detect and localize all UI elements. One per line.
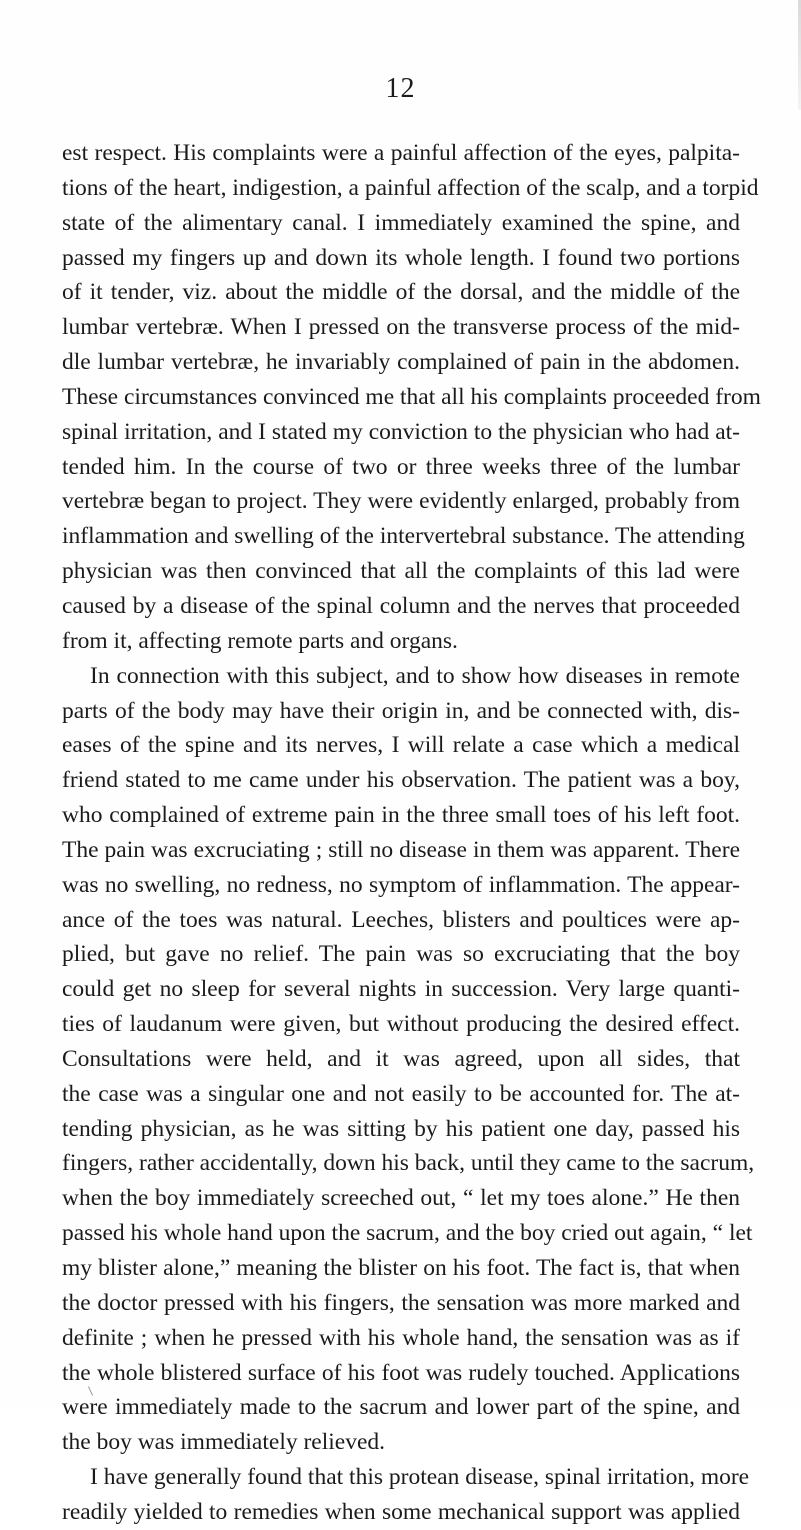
text-line: readily yielded to remedies when some mechanical support was applied [62, 1498, 740, 1525]
text-line: the doctor pressed with his fingers, the sensation was more marked and [62, 1289, 740, 1316]
text-line: These circumstances convinced me that all his complaints proceeded from [62, 383, 761, 410]
text-line: when the boy immediately screeched out, “ let my toes alone.” He then [62, 1185, 740, 1212]
text-line: spinal irritation, and I stated my conviction to the physician who had at- [62, 418, 740, 445]
text-line: Consultations were held, and it was agreed, upon all sides, that [62, 1045, 740, 1072]
text-line: state of the alimentary canal. I immediately examined the spine, and [62, 209, 740, 236]
page-number: 12 [385, 73, 416, 104]
text-line: was no swelling, no redness, no symptom of inflammation. The appear- [62, 871, 740, 898]
text-line: were immediately made to the sacrum and lower part of the spine, and [62, 1394, 740, 1421]
text-line: eases of the spine and its nerves, I will relate a case which a medical [62, 732, 740, 759]
text-line: of it tender, viz. about the middle of the dorsal, and the middle of the [62, 279, 740, 306]
text-line: friend stated to me came under his observation. The patient was a boy, [62, 767, 740, 794]
text-line: the boy was immediately relieved. [62, 1429, 386, 1456]
text-line: fingers, rather accidentally, down his back, until they came to the sacrum, [62, 1150, 755, 1177]
text-line: ties of laudanum were given, but without producing the desired effect. [62, 1011, 740, 1038]
text-line: tended him. In the course of two or three weeks three of the lumbar [62, 453, 740, 480]
text-line: The pain was excruciating ; still no disease in them was apparent. There [62, 836, 740, 863]
text-line: inflammation and swelling of the intervertebral substance. The attending [62, 523, 745, 550]
text-line: physician was then convinced that all the complaints of this lad were [62, 558, 740, 585]
text-line: parts of the body may have their origin in, and be connected with, dis- [62, 697, 740, 724]
text-line: passed my fingers up and down its whole length. I found two portions [62, 244, 740, 271]
text-line: vertebræ began to project. They were evidently enlarged, probably from [62, 488, 740, 515]
text-line: In connection with this subject, and to show how diseases in remote [90, 662, 740, 689]
text-line: the case was a singular one and not easily to be accounted for. The at- [62, 1080, 740, 1107]
text-line: from it, affecting remote parts and organs. [62, 627, 458, 654]
text-line: definite ; when he pressed with his whole hand, the sensation was as if [62, 1324, 740, 1351]
text-line: passed his whole hand upon the sacrum, and the boy cried out again, “ let [62, 1220, 753, 1247]
text-line: tending physician, as he was sitting by his patient one day, passed his [62, 1115, 740, 1142]
text-line: my blister alone,” meaning the blister on his foot. The fact is, that when [62, 1255, 740, 1281]
text-line: who complained of extreme pain in the three small toes of his left foot. [62, 802, 740, 829]
text-line: caused by a disease of the spinal column and the nerves that proceeded [62, 592, 740, 619]
text-line: the whole blistered surface of his foot was rudely touched. Applications [62, 1359, 740, 1386]
text-line: lumbar vertebræ. When I pressed on the transverse process of the mid- [62, 314, 740, 341]
text-line: dle lumbar vertebræ, he invariably complained of pain in the abdomen. [62, 349, 740, 376]
text-line: plied, but gave no relief. The pain was so excruciating that the boy [62, 941, 740, 968]
text-line: est respect. His complaints were a painful affection of the eyes, palpita- [62, 140, 740, 166]
body-text [62, 136, 761, 1530]
text-line: could get no sleep for several nights in succession. Very large quanti- [62, 976, 740, 1003]
text-line: ance of the toes was natural. Leeches, blisters and poultices were ap- [62, 906, 740, 933]
text-line: tions of the heart, indigestion, a painful affection of the scalp, and a torpid [62, 174, 759, 201]
text-line: I have generally found that this protean disease, spinal irritation, more [90, 1464, 750, 1491]
